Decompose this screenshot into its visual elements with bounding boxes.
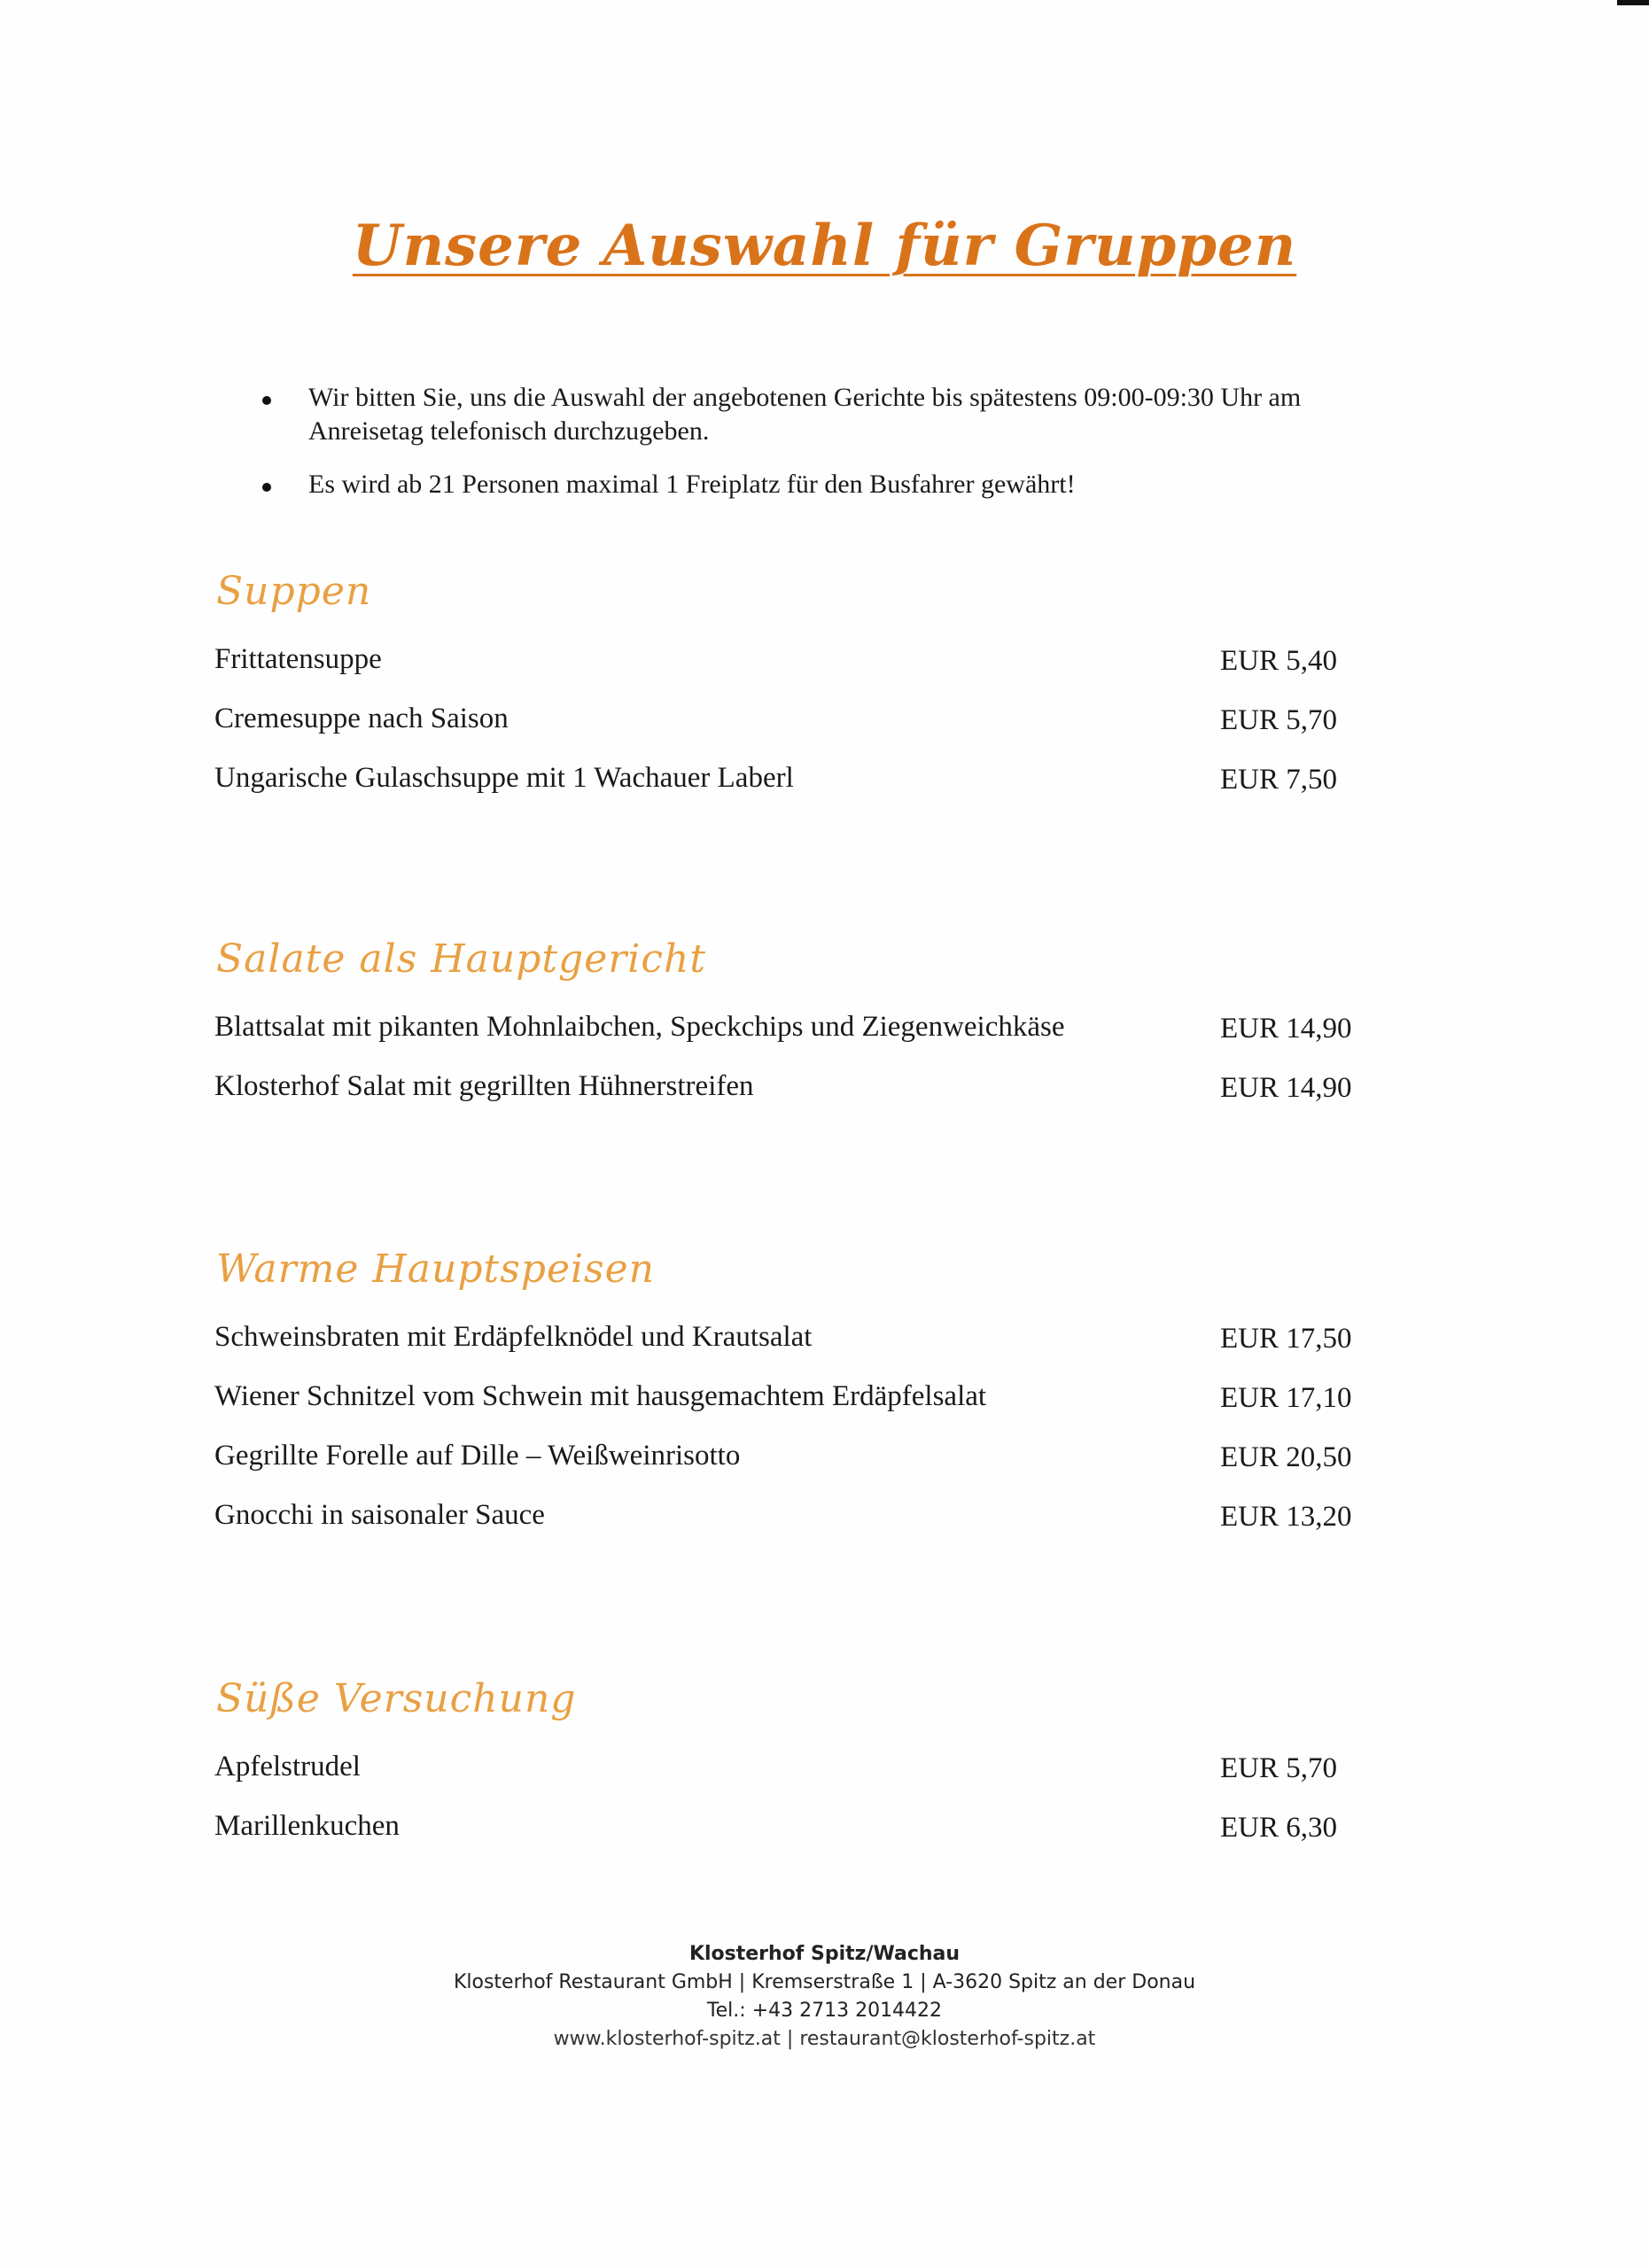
- menu-item: [213, 641, 1382, 701]
- footer-phone: Tel.: +43 2713 2014422: [706, 2000, 943, 2022]
- menu-item-name: Ungarische Gulaschsuppe mit 1 Wachauer Laberl: [214, 762, 794, 794]
- note-item: Es wird ab 21 Personen maximal 1 Freiplatz für den Busfahrer gewährt!: [257, 468, 1409, 501]
- menu-item: [213, 1438, 1382, 1497]
- menu-item-price: EUR 7,50: [1220, 764, 1337, 796]
- menu-item-price: EUR 13,20: [1220, 1501, 1352, 1533]
- menu-item-price: EUR 17,50: [1220, 1323, 1352, 1355]
- menu-item: [213, 1319, 1382, 1379]
- footer-web-email: www.klosterhof-spitz.at | restaurant@klosterhof-spitz.at: [553, 2028, 1096, 2050]
- menu-item: [213, 1068, 1382, 1128]
- page-title-text: Unsere Auswahl für Gruppen: [352, 213, 1297, 279]
- section-warme-hauptspeisen: [213, 1245, 1382, 1557]
- menu-item-name: Schweinsbraten mit Erdäpfelknödel und Krautsalat: [214, 1321, 813, 1353]
- menu-item-price: EUR 6,30: [1220, 1812, 1337, 1844]
- footer: [0, 1940, 1649, 2054]
- menu-item: [213, 1749, 1382, 1808]
- menu-item-price: EUR 5,70: [1220, 704, 1337, 736]
- menu-item-name: Frittatensuppe: [214, 643, 382, 675]
- footer-company-name: Klosterhof Spitz/Wachau: [688, 1943, 961, 1965]
- section-title: Suppen: [216, 569, 372, 614]
- menu-item-name: Klosterhof Salat mit gegrillten Hühnerstreifen: [214, 1070, 754, 1102]
- menu-item-price: EUR 20,50: [1220, 1441, 1352, 1473]
- note-item: Wir bitten Sie, uns die Auswahl der angebotenen Gerichte bis spätestens 09:00-09:30 Uhr am Anreisetag telefonisch durchzugeben.: [257, 381, 1409, 448]
- section-suppen: [213, 567, 1382, 819]
- section-title: Warme Hauptspeisen: [216, 1247, 656, 1292]
- menu-item-name: Wiener Schnitzel vom Schwein mit hausgemachtem Erdäpfelsalat: [214, 1380, 987, 1412]
- menu-item: [213, 1379, 1382, 1438]
- menu-item-price: EUR 17,10: [1220, 1382, 1352, 1414]
- section-suesse-versuchung: [213, 1674, 1382, 1868]
- section-salate: [213, 935, 1382, 1128]
- menu-item: [213, 760, 1382, 819]
- menu-item-name: Gnocchi in saisonaler Sauce: [214, 1499, 545, 1531]
- footer-address: Klosterhof Restaurant GmbH | Kremserstraße 1 | A-3620 Spitz an der Donau: [453, 1971, 1196, 1993]
- section-title: Süße Versuchung: [216, 1676, 577, 1721]
- menu-item-price: EUR 14,90: [1220, 1013, 1352, 1045]
- menu-item: [213, 1808, 1382, 1868]
- menu-item-name: Marillenkuchen: [214, 1810, 400, 1842]
- menu-item: [213, 1497, 1382, 1557]
- scan-corner-mark: [1617, 0, 1649, 5]
- menu-item: [213, 701, 1382, 760]
- menu-item-price: EUR 5,40: [1220, 645, 1337, 677]
- notes-list: [257, 381, 1409, 521]
- menu-item-name: Gegrillte Forelle auf Dille – Weißweinrisotto: [214, 1440, 741, 1472]
- menu-item-name: Apfelstrudel: [214, 1751, 361, 1783]
- menu-item-name: Blattsalat mit pikanten Mohnlaibchen, Speckchips und Ziegenweichkäse: [214, 1011, 1065, 1043]
- menu-item-price: EUR 14,90: [1220, 1072, 1352, 1104]
- section-title: Salate als Hauptgericht: [216, 936, 707, 982]
- menu-item-name: Cremesuppe nach Saison: [214, 703, 509, 734]
- page-title: [0, 213, 1649, 279]
- menu-item-price: EUR 5,70: [1220, 1752, 1337, 1784]
- menu-item: [213, 1009, 1382, 1068]
